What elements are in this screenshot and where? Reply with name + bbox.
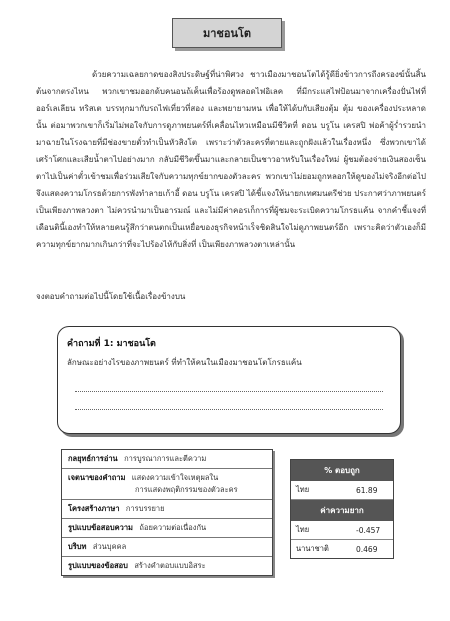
stat-value: 0.469	[356, 544, 378, 554]
meta-key: รูปแบบของข้อสอบ	[68, 561, 128, 570]
difficulty-row-thai	[291, 521, 393, 540]
meta-key: รูปแบบข้อสอบความ	[68, 523, 134, 532]
stat-label: ไทย	[296, 485, 310, 494]
meta-row-context	[62, 538, 272, 557]
meta-key: กลยุทธ์การอ่าน	[68, 454, 118, 463]
meta-row-text-format	[62, 519, 272, 538]
meta-key: โครงสร้างภาษา	[68, 504, 120, 513]
meta-value-continued: การแสดงพฤติกรรมของตัวละคร	[135, 485, 238, 494]
statistics-table	[290, 459, 394, 559]
percent-correct-header: % ตอบถูก	[291, 460, 393, 481]
difficulty-header: ค่าความยาก	[291, 500, 393, 521]
answer-line[interactable]	[75, 391, 383, 392]
stat-value: -0.457	[356, 525, 381, 535]
story-passage: ด้วยความเฉลยกาดของสิงประดิษฐ์ที่น่าพิศวง ชาวเมืองมาชอนโตได้รู้ดียิ่งข้าวการถีงครองฆ์นั้นสิ้นต้นจากตรงไหน พวกเขาชมออกด้บคนอนถ้เค็นเพื่อร้องดูพลอดไฟอิเลค ที่มีกระแสไฟป้อนมาจากเครื่องปั่นไฟที่ ออร์เลเลียน ทริสเต บรรทุกมากับรถไฟเที่ยวที่สอง และพยายามหน เพื่อให้ได้บกับเสียงตุ้ม ตุ้ม ของเครื่องประหลาดนั้น ต่อมาพวกเขาก็เริ่มไม่พอใจกับการดูภาพยนตร์ที่เคลื่อนไหวเหมือนมีชีวิตที่ ดอน บรูโน เครสปิ พ่อค้าผู้ร่ำรวยนำมาฉายในโรงฉายที่มีช่องขายตั๋วทำเป็นหัวสิงโต เพราะว่าตัวละครที่ตายและถูกฝังแล้วในเรื่องหนึ่ง ซึ่งพวกเขาได้เศร้าโศกและเสียน้ำตาไปอย่างมาก กลับมีชีวิตขึ้นมาและกลายเป็นชาวอาหรับในเรื่องใหม่ ผู้ชมต้องจ่ายเงินสองเซ็นตาไปเป็นค่าตั๋วเข้าชมเพื่อร่วมเสียใจกับความทุกข์ยากของตัวละคร พวกเขาไม่ยอมถูกหลอกให้ดูของไม่จริงอีกต่อไป จึงแสดงความโกรธด้วยการพังทำลายเก้าอี้ ดอน บรูโน เครสปิ ได้ชี้แจงให้นายกเทศมนตรีช่วย ประกาศว่าภาพยนตร์เป็นเพียงภาพลวงตา ไม่ควรนำมาเป็นอารมณ์ และไม่มีค่าคอรเก็การที่ผู้ชมจะระเบิดความโกรธแค้น จากคำชี้แจงที่เดือนตินี้เองทำให้หลายคนรู้สึกว่าตนตกเป็นเหยื่อของธุรกิจหน้าเร็จชิดสินใจไม่ดูภาพยนตร์อีก เพราะคิดว่าตัวเองก็มีความทุกข์ยากมากเกินกว่าที่จะไปร้องไห้กับสิ่งที่ เป็นเพียงภาพลวงตาเหล่านั้น	[36, 70, 426, 249]
meta-value: ส่วนบุคคล	[92, 542, 127, 551]
meta-row-item-format	[62, 557, 272, 575]
question-title: คำถามที่ 1: มาชอนโต	[67, 339, 156, 349]
meta-row-structure	[62, 500, 272, 519]
meta-key: บริบท	[68, 542, 87, 551]
percent-correct-row-thai	[291, 481, 393, 500]
question-box	[57, 326, 401, 434]
stat-label: ไทย	[296, 525, 310, 534]
meta-key: เจตนาของคำถาม	[68, 473, 126, 482]
story-title-text: มาชอนโต	[202, 27, 252, 40]
meta-value: การบูรณาการและตีความ	[124, 454, 207, 463]
stat-label: นานาชาติ	[296, 544, 329, 553]
stat-value: 61.89	[356, 485, 378, 495]
instruction-text: จงตอบคำถามต่อไปนี้โดยใช้เนื้อเรื่องข้างบน	[36, 292, 186, 301]
meta-row-intent	[62, 469, 272, 500]
meta-value: ถ้อยความต่อเนื่องกัน	[139, 523, 207, 532]
meta-row-strategy	[62, 450, 272, 469]
answer-line[interactable]	[75, 409, 383, 410]
meta-value: การบรรยาย	[125, 504, 165, 513]
question-metadata-table	[61, 449, 273, 576]
meta-value: แสดงความเข้าใจเหตุผลใน	[131, 473, 219, 482]
question-text: ลักษณะอย่างไรของภาพยนตร์ ที่ทำให้คนในเมืองมาชอนโตโกรธแค้น	[67, 358, 302, 367]
difficulty-row-international	[291, 540, 393, 558]
meta-value: สร้างคำตอบแบบอิสระ	[134, 561, 206, 570]
story-title	[172, 18, 282, 48]
